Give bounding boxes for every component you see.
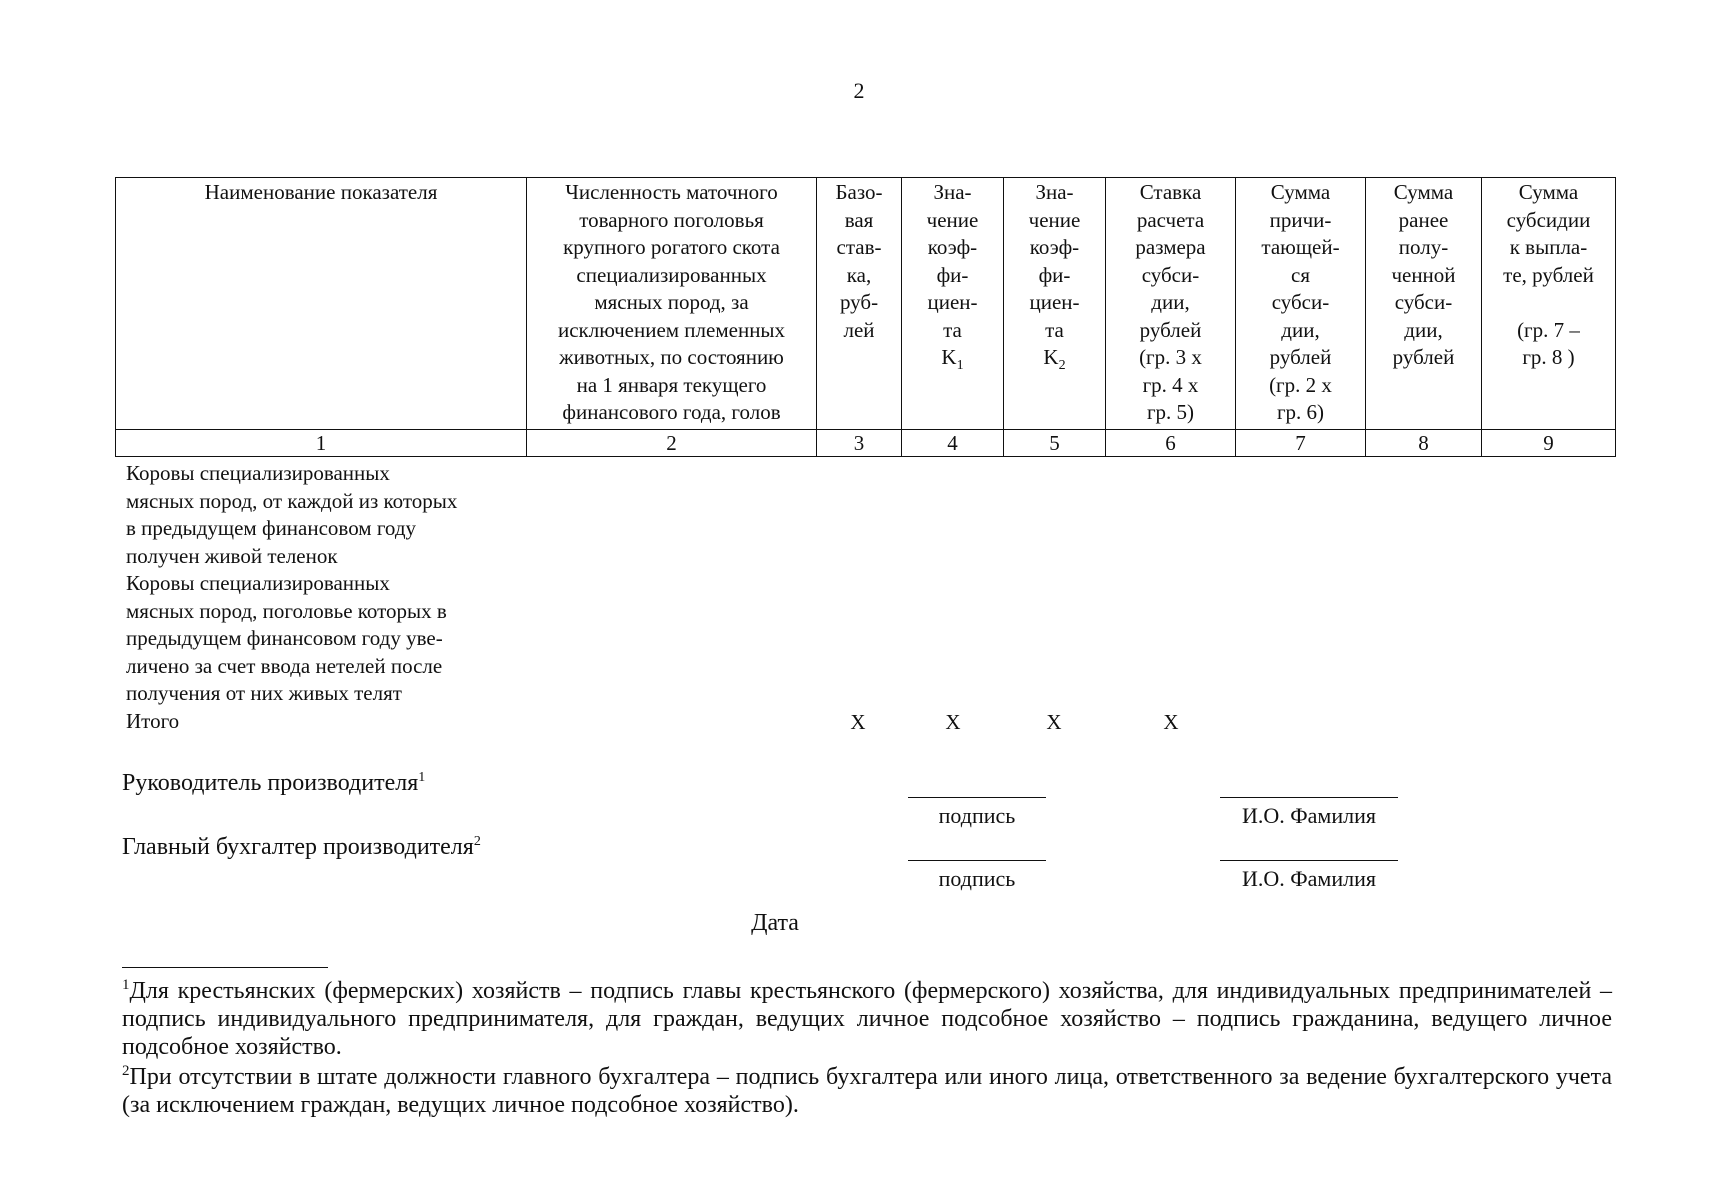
head-signature-line [908, 797, 1046, 798]
header-cell [1482, 178, 1616, 430]
header-line: дии, [1404, 317, 1443, 342]
header-line: став- [836, 235, 882, 259]
header-line: $K_1$ [941, 345, 964, 374]
header-line: Зна- [933, 180, 972, 204]
header-line: исключением племенных [557, 317, 786, 342]
row-label-line: получения от них живых телят [126, 681, 402, 705]
header-line: ка, [846, 262, 872, 287]
header-line: ченной [1391, 262, 1456, 287]
header-line: руб- [839, 290, 879, 314]
column-number-cell: 2 [527, 430, 817, 457]
header-line: мясных пород, за [594, 290, 749, 314]
accountant-role-label: Главный бухгалтер производителя$^2$ [122, 834, 481, 860]
header-line: коэф- [927, 235, 978, 259]
header-line: дии, [1151, 290, 1190, 314]
header-line: субси- [1141, 262, 1200, 287]
header-line: расчета [1136, 207, 1205, 232]
header-cell [817, 178, 902, 430]
header-line: к выпла- [1509, 235, 1588, 259]
subsidy-table [115, 177, 1616, 457]
accountant-signature-caption: подпись [938, 866, 1016, 891]
date-label: Дата [751, 910, 799, 936]
header-line: финансового года, голов [562, 400, 781, 424]
header-line: чение [926, 207, 979, 232]
column-number-cell: 6 [1106, 430, 1236, 457]
header-cell [116, 178, 527, 430]
header-line: вая [844, 207, 874, 232]
footnote-1: $^1$Для крестьянских (фермерских) хозяйств – подпись главы крестьянского (фермерского) хозяйства, для индивидуальных предпринимателей – подпись индивидуального предпринимателя, для граждан, ведущих личное подсобное хозяйство – подпись гражданина, ведущего личное подсобное хозяйство. [122, 977, 1612, 1060]
header-line: гр. 5) [1146, 400, 1195, 424]
header-line: причи- [1269, 207, 1332, 232]
x-mark: X [945, 710, 961, 734]
table-header-row [116, 178, 1616, 430]
row-label-line: получен живой теленок [126, 543, 338, 568]
accountant-name-line [1220, 860, 1398, 861]
head-role-label: Руководитель производителя$^1$ [122, 770, 426, 796]
accountant-name-caption: И.О. Фамилия [1242, 866, 1376, 891]
header-line: тающей- [1261, 235, 1340, 259]
header-line: Зна- [1035, 180, 1074, 204]
header-cell [527, 178, 817, 430]
header-line: чение [1028, 207, 1081, 232]
header-line: гр. 6) [1276, 400, 1325, 424]
header-line: фи- [1038, 262, 1071, 287]
column-number-cell: 8 [1366, 430, 1482, 457]
row-label-line: личено за счет ввода нетелей после [126, 653, 443, 678]
row-label-calves [126, 460, 457, 570]
header-line: $K_2$ [1043, 345, 1066, 374]
header-line: Ставка [1139, 180, 1202, 204]
row-label-line: мясных пород, от каждой из которых [126, 488, 458, 513]
header-line: (гр. 3 х [1139, 345, 1202, 369]
header-line: циен- [1029, 290, 1080, 314]
footnote-2: $^2$При отсутствии в штате должности главного бухгалтера – подпись бухгалтера или иного лица, ответственного за ведение бухгалтерского учета (за исключением граждан, ведущих личное подсобное хозяйство). [122, 1063, 1612, 1118]
header-line: товарного поголовья [579, 207, 764, 232]
x-mark: X [1163, 710, 1179, 734]
header-line: лей [843, 317, 875, 342]
header-cell [1366, 178, 1482, 430]
header-line: (гр. 2 х [1269, 372, 1332, 397]
column-number-cell: 1 [116, 430, 527, 457]
column-number-cell: 4 [902, 430, 1004, 457]
x-mark: X [1046, 710, 1062, 734]
header-line: на 1 января текущего [576, 372, 767, 397]
header-line: рублей [1269, 345, 1332, 369]
header-line: те, рублей [1503, 262, 1594, 287]
header-line: Численность маточного [565, 180, 778, 204]
header-line: крупного рогатого скота [563, 235, 780, 259]
header-line: рублей [1139, 317, 1202, 342]
column-number-cell: 7 [1236, 430, 1366, 457]
header-line: дии, [1281, 317, 1320, 342]
header-line: коэф- [1029, 235, 1080, 259]
header-line: Наименование показателя [204, 180, 438, 204]
header-line: та [1045, 317, 1064, 342]
column-number-cell: 9 [1482, 430, 1616, 457]
row-label-line: Итого [126, 709, 180, 733]
header-line: циен- [927, 290, 978, 314]
header-line: Сумма [1393, 180, 1454, 204]
row-label-line: мясных пород, поголовье которых в [126, 598, 447, 623]
header-line: ся [1291, 262, 1310, 287]
header-line: субсидии [1506, 207, 1591, 232]
header-cell [1004, 178, 1106, 430]
header-line: размера [1135, 235, 1206, 259]
header-cell [902, 178, 1004, 430]
column-number-cell: 5 [1004, 430, 1106, 457]
header-line: гр. 8 ) [1522, 345, 1575, 369]
header-line: специализированных [576, 262, 767, 287]
header-line: (гр. 7 – [1517, 317, 1580, 342]
head-name-line [1220, 797, 1398, 798]
row-label-heifers [126, 570, 447, 708]
column-number-row [116, 430, 1616, 457]
head-signature-caption: подпись [938, 803, 1016, 828]
header-line: гр. 4 х [1142, 372, 1199, 397]
row-label-line: в предыдущем финансовом году [126, 516, 417, 540]
header-line: субси- [1394, 290, 1453, 314]
header-line: полу- [1398, 235, 1449, 259]
header-line: Сумма [1270, 180, 1331, 204]
x-mark: X [850, 710, 866, 734]
header-line: рублей [1392, 345, 1455, 369]
row-label-line: Коровы специализированных [126, 571, 390, 595]
header-line: субси- [1271, 290, 1330, 314]
header-line: Базо- [835, 180, 883, 204]
header-line: та [943, 317, 962, 342]
column-number-cell: 3 [817, 430, 902, 457]
footnote-separator [122, 967, 328, 968]
header-line: ранее [1398, 207, 1449, 232]
row-label-line: Коровы специализированных [126, 461, 390, 485]
header-cell [1106, 178, 1236, 430]
header-line: Сумма [1518, 180, 1579, 204]
row-label-line: предыдущем финансовом году уве- [126, 626, 443, 650]
header-cell [1236, 178, 1366, 430]
header-line: животных, по состоянию [559, 345, 784, 369]
row-label-total [126, 708, 179, 736]
head-name-caption: И.О. Фамилия [1242, 803, 1376, 828]
header-line: фи- [936, 262, 969, 287]
accountant-signature-line [908, 860, 1046, 861]
page-number: 2 [853, 78, 865, 103]
header-line [1484, 289, 1613, 317]
